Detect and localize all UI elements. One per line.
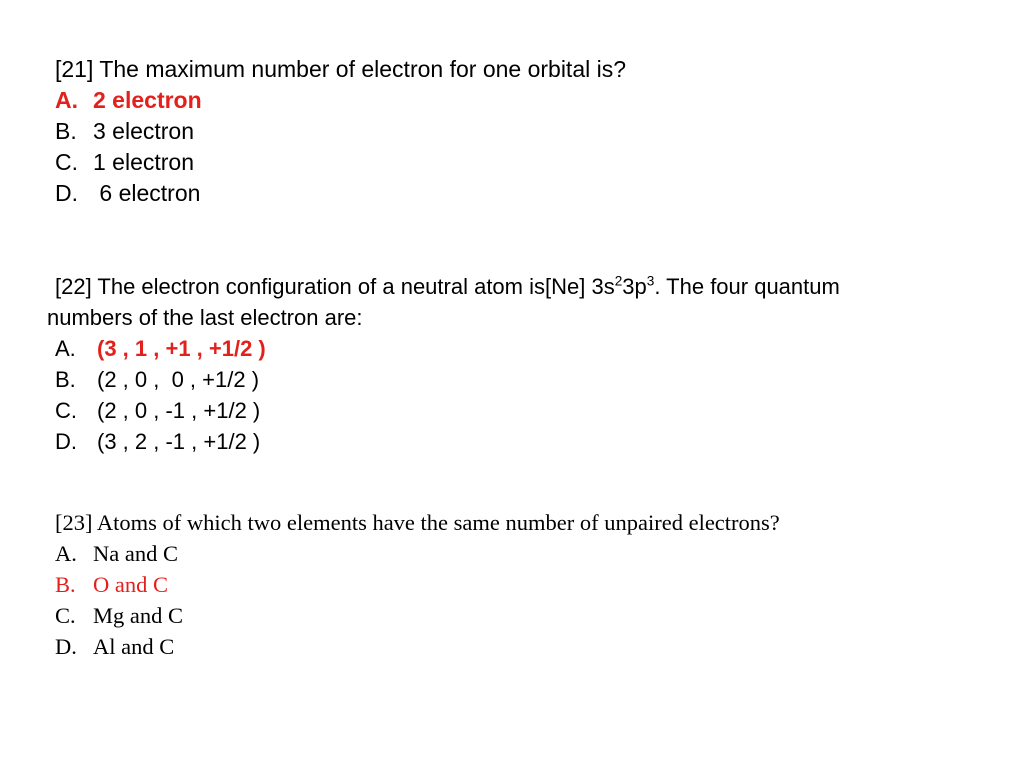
option-text: (3 , 2 , -1 , +1/2 )	[97, 429, 261, 454]
option-text: Na and C	[93, 541, 178, 566]
option-letter: C.	[55, 398, 77, 423]
option-d	[55, 178, 626, 209]
option-letter: A.	[55, 336, 76, 361]
option-letter: A.	[55, 541, 77, 566]
option-letter: B.	[55, 118, 77, 144]
option-c	[55, 147, 626, 178]
option-letter: D.	[55, 180, 78, 206]
question-22	[47, 271, 840, 457]
question-stem	[47, 271, 840, 302]
superscript-1: 2	[614, 273, 623, 289]
option-c	[47, 395, 840, 426]
option-text: 1 electron	[93, 149, 195, 175]
option-text: O and C	[93, 572, 168, 597]
option-text: (2 , 0 , -1 , +1/2 )	[97, 398, 261, 423]
option-text: 3 electron	[93, 118, 195, 144]
option-text: Al and C	[93, 634, 175, 659]
superscript-2: 3	[646, 273, 655, 289]
option-letter: A.	[55, 87, 78, 113]
option-letter: B.	[55, 367, 76, 392]
option-d	[47, 426, 840, 457]
question-stem: [21] The maximum number of electron for one orbital is?	[55, 56, 627, 82]
option-text: 2 electron	[93, 87, 202, 113]
option-b	[47, 364, 840, 395]
question-stem-line-2: numbers of the last electron are:	[47, 305, 363, 330]
option-a	[47, 333, 840, 364]
question-21	[55, 54, 626, 209]
option-letter: C.	[55, 149, 78, 175]
stem-part-2: 3p	[622, 274, 647, 299]
question-stem: [23] Atoms of which two elements have the same number of unpaired electrons?	[55, 510, 780, 535]
stem-part-1: [22] The electron configuration of a neutral atom is[Ne] 3s	[55, 274, 615, 299]
option-letter: C.	[55, 603, 76, 628]
option-text-correct: (3 , 1 , +1 , +1/2 )	[97, 336, 266, 361]
question-23	[55, 507, 780, 662]
option-text: (2 , 0 , 0 , +1/2 )	[97, 367, 260, 392]
option-letter: B.	[55, 572, 76, 597]
stem-part-3: . The four quantum	[654, 274, 840, 299]
option-d	[55, 631, 780, 662]
option-a-correct	[55, 85, 626, 116]
option-letter: D.	[55, 634, 77, 659]
option-b	[55, 116, 626, 147]
option-text: Mg and C	[93, 603, 183, 628]
option-c	[55, 600, 780, 631]
option-letter: D.	[55, 429, 77, 454]
option-text: 6 electron	[93, 180, 201, 206]
option-b-correct	[55, 569, 780, 600]
option-a	[55, 538, 780, 569]
